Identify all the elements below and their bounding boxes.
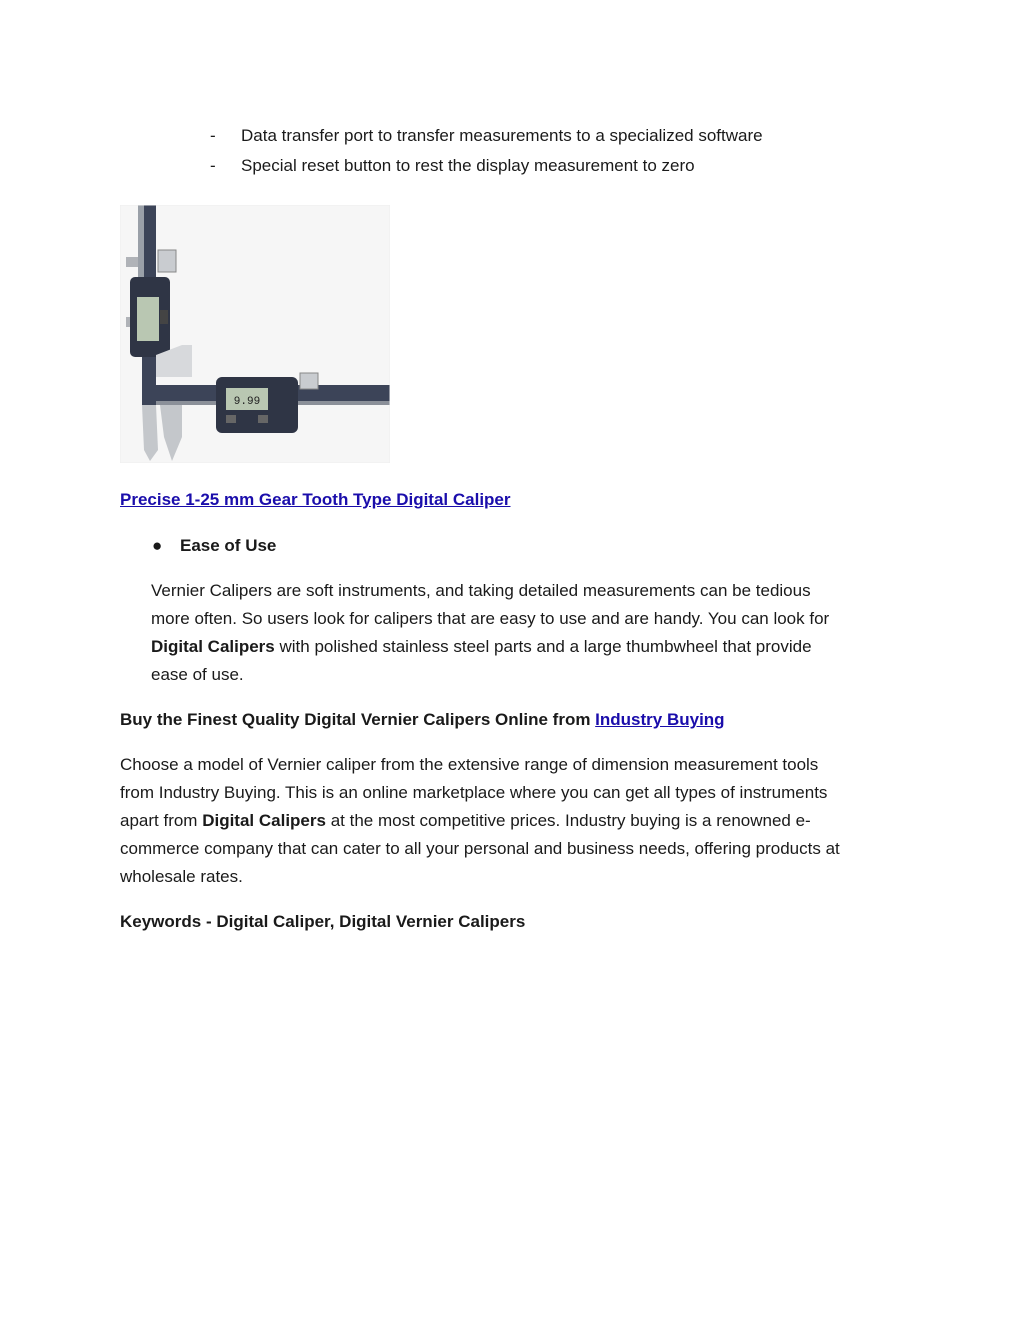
product-link[interactable]: Precise 1-25 mm Gear Tooth Type Digital Caliper xyxy=(120,490,511,509)
bold-term: Digital Calipers xyxy=(151,637,275,656)
bold-term: Digital Calipers xyxy=(202,811,326,830)
buy-heading xyxy=(120,706,910,734)
paragraph-line: wholesale rates. xyxy=(120,867,243,886)
bullet-marker: ● xyxy=(152,536,163,555)
industry-buying-link[interactable]: Industry Buying xyxy=(595,710,725,729)
keywords-line: Keywords - Digital Caliper, Digital Vernier Calipers xyxy=(120,912,526,931)
list-item-text: Data transfer port to transfer measurements to a specialized software xyxy=(241,126,763,145)
list-item-text: Special reset button to rest the display measurement to zero xyxy=(241,156,695,175)
paragraph-line: ease of use. xyxy=(151,665,244,684)
paragraph-line: apart from xyxy=(120,811,203,830)
paragraph-line: from Industry Buying. This is an online marketplace where you can get all types of instruments xyxy=(120,783,828,802)
bullet-heading-text: Ease of Use xyxy=(180,536,277,555)
buy-heading-text: Buy the Finest Quality Digital Vernier Calipers Online from xyxy=(120,710,596,729)
paragraph-line: commerce company that can cater to all your personal and business needs, offering products at xyxy=(120,839,840,858)
paragraph-line: at the most competitive prices. Industry buying is a renowned e- xyxy=(325,811,811,830)
list-item xyxy=(210,124,763,154)
display-reading: 9.99 xyxy=(233,396,261,408)
dash-marker: - xyxy=(210,156,216,175)
paragraph-line: with polished stainless steel parts and a large thumbwheel that provide xyxy=(274,637,812,656)
caliper-image xyxy=(120,205,390,463)
list-item xyxy=(210,154,763,184)
paragraph-line: more often. So users look for calipers that are easy to use and are handy. You can look for xyxy=(151,609,830,628)
dash-marker: - xyxy=(210,126,216,145)
paragraph-line: Choose a model of Vernier caliper from the extensive range of dimension measurement tools xyxy=(120,755,819,774)
bullet-heading xyxy=(152,533,276,559)
product-link-line xyxy=(120,486,910,514)
feature-list xyxy=(210,124,763,184)
paragraph-line: Vernier Calipers are soft instruments, and taking detailed measurements can be tedious xyxy=(151,581,811,600)
ease-of-use-paragraph xyxy=(151,577,911,689)
choose-paragraph xyxy=(120,751,910,891)
